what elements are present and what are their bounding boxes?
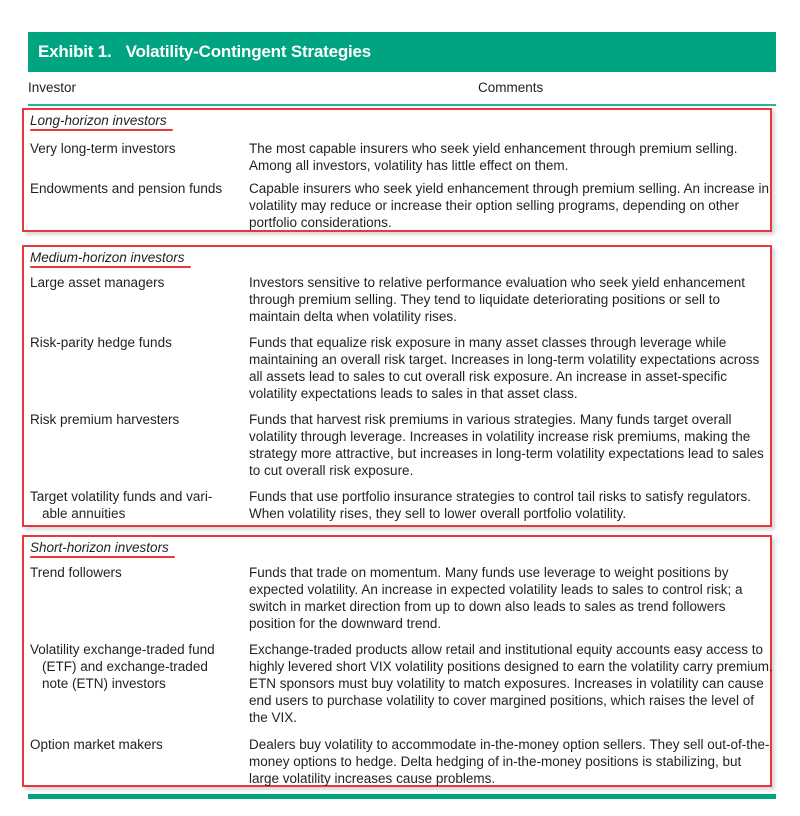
comment-cell: Capable insurers who seek yield enhancement through premium selling. An increase in volatility may reduce or increase their option selling programs, depending on other portfolio considerations. bbox=[249, 181, 770, 230]
investor-name-continued: (ETF) and exchange-traded bbox=[42, 659, 208, 674]
group-medium-horizon bbox=[22, 245, 772, 527]
group-title bbox=[30, 250, 185, 265]
group-title-underline bbox=[30, 556, 175, 558]
comment-cell: The most capable insurers who seek yield enhancement through premium selling. Among all investors, volatility has little effect on them. bbox=[249, 141, 738, 173]
investor-name: Large asset managers bbox=[30, 275, 165, 290]
column-header-row bbox=[28, 72, 776, 102]
investor-cell bbox=[30, 488, 246, 522]
investor-name: Risk premium harvesters bbox=[30, 412, 180, 427]
investor-cell bbox=[30, 180, 246, 197]
column-header-investor: Investor bbox=[28, 80, 77, 95]
investor-name: Volatility exchange-traded fund bbox=[30, 642, 215, 657]
group-title-underline bbox=[30, 266, 191, 268]
investor-name-continued: note (ETN) investors bbox=[42, 676, 166, 691]
table-bottom-rule bbox=[28, 794, 776, 799]
group-title-underline bbox=[30, 129, 173, 131]
comment-cell: Exchange-traded products allow retail and institutional equity accounts easy access to highly levered short VIX volatility positions designed to earn the volatility carry premium. ETN sponsors must buy volatility to match exposures. Increases in volatility can cause end users to purchase volatility to cover margined positions, which raises the level of the VIX. bbox=[249, 642, 773, 725]
comment-cell: Investors sensitive to relative performance evaluation who seek yield enhancement through premium selling. They tend to liquidate deteriorating positions or sell to maintain delta when volatility rises. bbox=[249, 275, 746, 324]
investor-name: Trend followers bbox=[30, 565, 122, 580]
investor-cell bbox=[30, 334, 246, 351]
column-header-comments: Comments bbox=[478, 80, 544, 95]
investor-name: Very long-term investors bbox=[30, 141, 176, 156]
group-title-text: Long-horizon investors bbox=[30, 113, 167, 128]
group-title bbox=[30, 540, 169, 555]
investor-cell bbox=[30, 736, 246, 753]
investor-name: Risk-parity hedge funds bbox=[30, 335, 172, 350]
exhibit-table bbox=[28, 32, 776, 106]
comment-cell: Dealers buy volatility to accommodate in-the-money option sellers. They sell out-of-the-money options to hedge. Delta hedging of in-the-money positions is stabilizing, but large volatility increases cause problems. bbox=[249, 737, 770, 786]
comment-cell: Funds that use portfolio insurance strategies to control tail risks to satisfy regulators. When volatility rises, they sell to lower overall portfolio volatility. bbox=[249, 489, 751, 521]
exhibit-title-bar bbox=[28, 32, 776, 72]
header-divider bbox=[28, 104, 776, 106]
exhibit-number: Exhibit 1. bbox=[38, 42, 112, 61]
investor-cell bbox=[30, 641, 246, 692]
investor-name: Target volatility funds and vari- bbox=[30, 489, 213, 504]
investor-name-continued: able annuities bbox=[42, 506, 126, 521]
group-long-horizon bbox=[22, 108, 772, 232]
comment-cell: Funds that trade on momentum. Many funds use leverage to weight positions by expected volatility. An increase in expected volatility leads to sales to control risk; a switch in market direction from up to down also leads to sales as trend followers position for the downward trend. bbox=[249, 565, 743, 631]
investor-cell bbox=[30, 564, 246, 581]
exhibit-title: Volatility-Contingent Strategies bbox=[125, 42, 372, 61]
group-title-text: Medium-horizon investors bbox=[30, 250, 185, 265]
investor-cell bbox=[30, 411, 246, 428]
group-title-text: Short-horizon investors bbox=[30, 540, 169, 555]
investor-name: Option market makers bbox=[30, 737, 163, 752]
comment-cell: Funds that harvest risk premiums in various strategies. Many funds target overall volatility through leverage. Increases in volatility increase risk premiums, making the strategy more attractive, but increases in long-term volatility expectations lead to sales to cut overall risk exposure. bbox=[249, 412, 764, 478]
investor-cell bbox=[30, 274, 246, 291]
group-short-horizon bbox=[22, 535, 772, 787]
investor-cell bbox=[30, 140, 246, 157]
group-title bbox=[30, 113, 167, 128]
investor-name: Endowments and pension funds bbox=[30, 181, 223, 196]
comment-cell: Funds that equalize risk exposure in many asset classes through leverage while maintaining an overall risk target. Increases in long-term volatility expectations across all assets lead to sales to cut overall risk exposure. An increase in asset-specific volatility expectations leads to sales in that asset class. bbox=[249, 335, 760, 401]
